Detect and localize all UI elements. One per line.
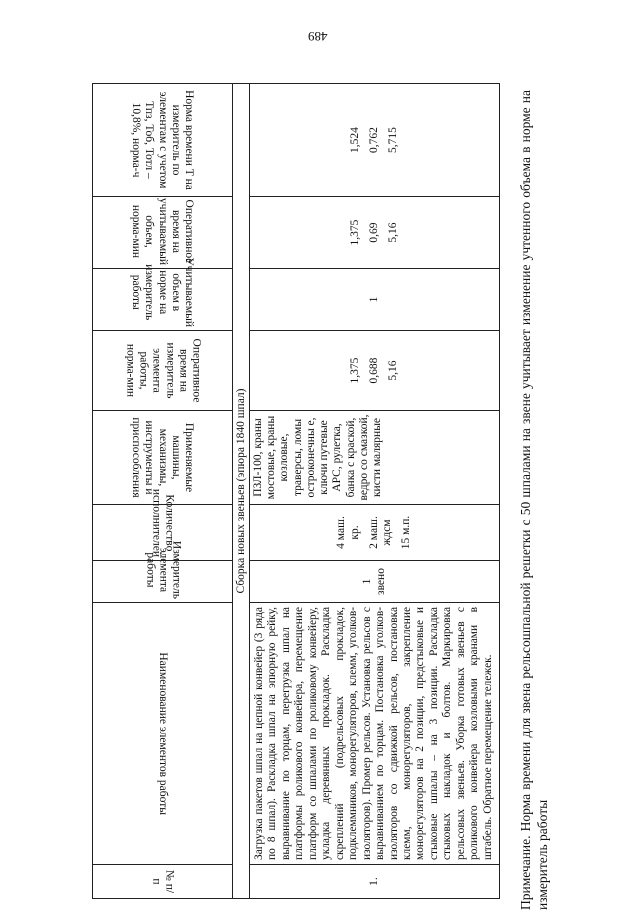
header-machines: Применяемые машины, механизмы, инструменты и приспособления <box>93 411 233 505</box>
row-description: Загрузка пакетов шпал на цепной конвейер (3 ряда по 8 шпал). Раскладка шпал на эпюрную рейку, выравнивание по торцам, перегрузка шпал на платформы роликового конвейера, перемещение платформ со шпалами по роликовому конвейеру, укладка деревянных прокладок. Раскладка скреплений (подрельсовых прокладок, подклеммников, монорегуляторов, клемм, уголков-изоляторов). Промер рельсов. Установка рельсов с выравниванием по торцам. Постановка уголков-изоляторов со сдвижкой рельсов, постановка клемм, монорегуляторов, закрепление монорегуляторов на 2 позиции, предстыковые и стыковые шпалы – на 3 позиции. Раскладка стыковых накладок и болтов. Маркировка рельсовых звеньев. Уборка готовых звеньев с роликового конвейера козловыми кранами в штабель. Обратное перемещение тележек. <box>250 603 500 865</box>
table-row <box>250 84 500 899</box>
row-workers <box>250 505 500 561</box>
header-row <box>93 84 233 899</box>
op-time-3: 5,16 <box>387 360 400 381</box>
header-name: Наименование элементов работы <box>93 603 233 865</box>
header-unit: Измеритель элемента работы <box>93 561 233 603</box>
row-volume: 1 <box>250 269 500 331</box>
header-op-time: Оперативное время на измеритель элемента работы, норма-мин <box>93 331 233 411</box>
op-time-vol-2: 0,69 <box>367 222 380 243</box>
norm-1: 1,524 <box>348 127 361 153</box>
row-norm <box>250 84 500 197</box>
norm-2: 0,762 <box>367 127 380 153</box>
op-time-vol-1: 1,375 <box>348 219 361 246</box>
norm-3: 5,715 <box>387 127 400 153</box>
header-workers: Количество исполнителей <box>93 505 233 561</box>
norms-table <box>92 83 500 899</box>
row-unit <box>250 561 500 603</box>
footnote: Примечание. Норма времени для звена рельсошпальной решетки с 50 шпалами на звене учитывает изменение учтенного объема в норме на измеритель работы <box>518 90 551 910</box>
rotated-table-container <box>92 84 522 899</box>
header-num: № п/п <box>93 865 233 899</box>
section-row <box>233 84 250 899</box>
row-unit-value: 1 <box>361 578 374 585</box>
header-norm: Норма времени Т на измеритель по элементам с учетом Тпз, Тоб, Тотл – 10,8%, норма-ч <box>93 84 233 197</box>
row-op-time-vol <box>250 197 500 269</box>
row-unit-label: звено <box>374 568 387 595</box>
header-op-time-vol: Оперативное время на учитываемый объем, норма-мин <box>93 197 233 269</box>
header-volume: Учитываемый объем в норме на измеритель работы <box>93 269 233 331</box>
op-time-2: 0,688 <box>367 357 380 384</box>
row-op-time <box>250 331 500 411</box>
workers-1: 4 маш. кр. <box>335 516 361 549</box>
row-machines <box>250 411 500 505</box>
machines-2: остроконечны е, ключи путевые АРС, рулетка, банка с краской, ведро со смазкой, кисти малярные <box>304 414 383 501</box>
workers-2: 2 маш. ждсм <box>367 516 394 549</box>
page-number: 489 <box>308 29 328 44</box>
machines-1: ПЗЛ-100, краны мостовые, краны козловые, траверсы, ломы <box>252 415 304 500</box>
section-title: Сборка новых звеньев (эпюра 1840 шпал) <box>233 84 250 899</box>
op-time-1: 1,375 <box>348 357 361 384</box>
op-time-vol-3: 5,16 <box>387 222 400 243</box>
row-number: 1. <box>250 865 500 899</box>
workers-3: 15 м.п. <box>400 515 413 550</box>
